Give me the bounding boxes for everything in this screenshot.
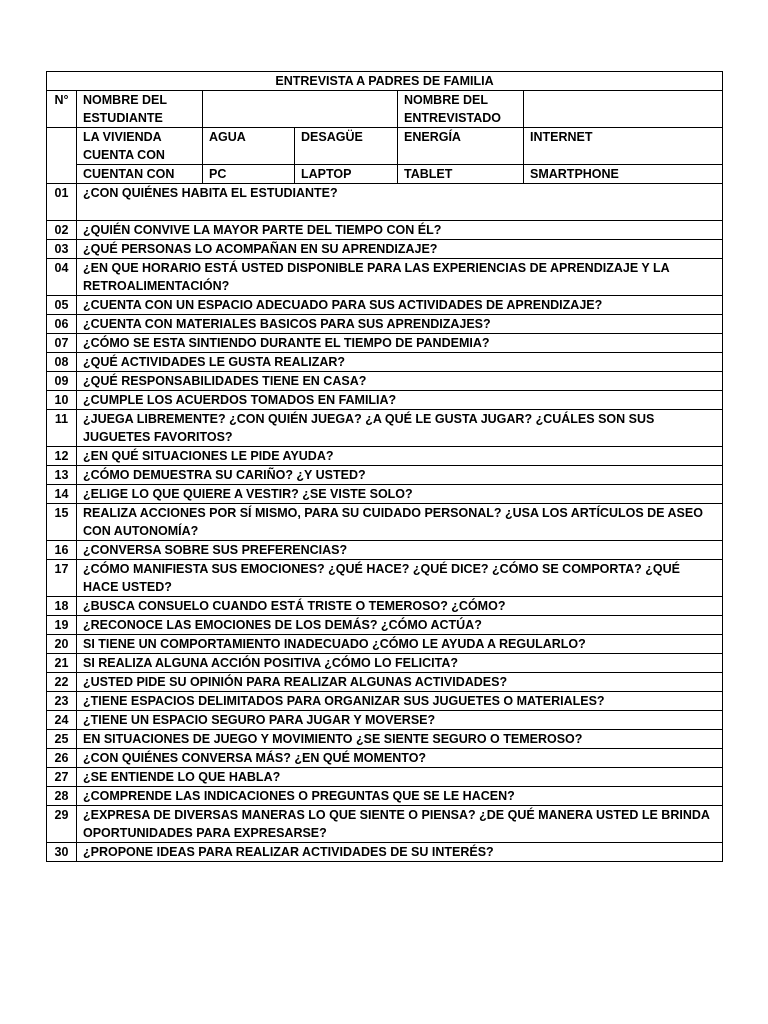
question-row bbox=[47, 315, 723, 334]
question-number: 05 bbox=[47, 296, 77, 315]
question-number: 25 bbox=[47, 730, 77, 749]
question-text: ¿QUÉ ACTIVIDADES LE GUSTA REALIZAR? bbox=[77, 353, 723, 372]
question-row bbox=[47, 597, 723, 616]
question-number: 08 bbox=[47, 353, 77, 372]
question-number: 09 bbox=[47, 372, 77, 391]
devices-label: CUENTAN CON bbox=[77, 165, 203, 184]
question-number: 12 bbox=[47, 447, 77, 466]
question-row bbox=[47, 654, 723, 673]
student-name-field[interactable] bbox=[203, 91, 398, 128]
question-row bbox=[47, 334, 723, 353]
housing-energy: ENERGÍA bbox=[398, 128, 524, 165]
question-text: ¿ELIGE LO QUE QUIERE A VESTIR? ¿SE VISTE SOLO? bbox=[77, 485, 723, 504]
question-number: 22 bbox=[47, 673, 77, 692]
question-text: ¿BUSCA CONSUELO CUANDO ESTÁ TRISTE O TEMEROSO? ¿CÓMO? bbox=[77, 597, 723, 616]
names-row bbox=[47, 91, 723, 128]
question-row bbox=[47, 616, 723, 635]
housing-internet: INTERNET bbox=[524, 128, 723, 165]
question-number: 01 bbox=[47, 184, 77, 221]
question-number: 20 bbox=[47, 635, 77, 654]
housing-sewage: DESAGÜE bbox=[295, 128, 398, 165]
device-pc: PC bbox=[203, 165, 295, 184]
question-number: 17 bbox=[47, 560, 77, 597]
device-tablet: TABLET bbox=[398, 165, 524, 184]
question-text: ¿CUMPLE LOS ACUERDOS TOMADOS EN FAMILIA? bbox=[77, 391, 723, 410]
question-number: 10 bbox=[47, 391, 77, 410]
question-row bbox=[47, 806, 723, 843]
question-row bbox=[47, 541, 723, 560]
question-text: ¿CON QUIÉNES CONVERSA MÁS? ¿EN QUÉ MOMENTO? bbox=[77, 749, 723, 768]
question-row bbox=[47, 353, 723, 372]
device-smartphone: SMARTPHONE bbox=[524, 165, 723, 184]
header-spacer-cell bbox=[47, 128, 77, 184]
question-row bbox=[47, 447, 723, 466]
housing-label: LA VIVIENDA CUENTA CON bbox=[77, 128, 203, 165]
question-text: ¿EN QUE HORARIO ESTÁ USTED DISPONIBLE PARA LAS EXPERIENCIAS DE APRENDIZAJE Y LA RETROALIMENTACIÓN? bbox=[77, 259, 723, 296]
device-laptop: LAPTOP bbox=[295, 165, 398, 184]
question-text: ¿SE ENTIENDE LO QUE HABLA? bbox=[77, 768, 723, 787]
question-text: ¿QUÉ RESPONSABILIDADES TIENE EN CASA? bbox=[77, 372, 723, 391]
question-row bbox=[47, 768, 723, 787]
question-number: 29 bbox=[47, 806, 77, 843]
question-row bbox=[47, 635, 723, 654]
question-row bbox=[47, 296, 723, 315]
question-text: ¿PROPONE IDEAS PARA REALIZAR ACTIVIDADES DE SU INTERÉS? bbox=[77, 843, 723, 862]
question-number: 04 bbox=[47, 259, 77, 296]
question-text: ¿EN QUÉ SITUACIONES LE PIDE AYUDA? bbox=[77, 447, 723, 466]
question-number: 21 bbox=[47, 654, 77, 673]
question-row bbox=[47, 466, 723, 485]
question-number: 03 bbox=[47, 240, 77, 259]
question-text: ¿CUENTA CON UN ESPACIO ADECUADO PARA SUS ACTIVIDADES DE APRENDIZAJE? bbox=[77, 296, 723, 315]
question-row bbox=[47, 673, 723, 692]
question-text: ¿QUÉ PERSONAS LO ACOMPAÑAN EN SU APRENDIZAJE? bbox=[77, 240, 723, 259]
question-number: 30 bbox=[47, 843, 77, 862]
question-row bbox=[47, 749, 723, 768]
question-number: 18 bbox=[47, 597, 77, 616]
question-text: ¿QUIÉN CONVIVE LA MAYOR PARTE DEL TIEMPO CON ÉL? bbox=[77, 221, 723, 240]
question-row bbox=[47, 560, 723, 597]
question-row bbox=[47, 240, 723, 259]
housing-water: AGUA bbox=[203, 128, 295, 165]
question-text: ¿JUEGA LIBREMENTE? ¿CON QUIÉN JUEGA? ¿A QUÉ LE GUSTA JUGAR? ¿CUÁLES SON SUS JUGUETES FAVORITOS? bbox=[77, 410, 723, 447]
question-text: ¿CÓMO SE ESTA SINTIENDO DURANTE EL TIEMPO DE PANDEMIA? bbox=[77, 334, 723, 353]
question-number: 28 bbox=[47, 787, 77, 806]
question-row bbox=[47, 711, 723, 730]
interviewee-name-field[interactable] bbox=[524, 91, 723, 128]
question-row bbox=[47, 787, 723, 806]
interviewee-name-label: NOMBRE DEL ENTREVISTADO bbox=[398, 91, 524, 128]
question-number: 27 bbox=[47, 768, 77, 787]
question-number: 26 bbox=[47, 749, 77, 768]
question-row bbox=[47, 410, 723, 447]
question-row bbox=[47, 843, 723, 862]
question-row bbox=[47, 730, 723, 749]
question-row bbox=[47, 391, 723, 410]
question-number: 14 bbox=[47, 485, 77, 504]
question-row bbox=[47, 372, 723, 391]
question-text: ¿CÓMO MANIFIESTA SUS EMOCIONES? ¿QUÉ HACE? ¿QUÉ DICE? ¿CÓMO SE COMPORTA? ¿QUÉ HACE USTED? bbox=[77, 560, 723, 597]
question-number: 11 bbox=[47, 410, 77, 447]
form-title: ENTREVISTA A PADRES DE FAMILIA bbox=[47, 72, 723, 91]
question-number: 23 bbox=[47, 692, 77, 711]
question-text: ¿COMPRENDE LAS INDICACIONES O PREGUNTAS QUE SE LE HACEN? bbox=[77, 787, 723, 806]
question-text: REALIZA ACCIONES POR SÍ MISMO, PARA SU CUIDADO PERSONAL? ¿USA LOS ARTÍCULOS DE ASEO CON AUTONOMÍA? bbox=[77, 504, 723, 541]
question-text: ¿USTED PIDE SU OPINIÓN PARA REALIZAR ALGUNAS ACTIVIDADES? bbox=[77, 673, 723, 692]
question-text: ¿CONVERSA SOBRE SUS PREFERENCIAS? bbox=[77, 541, 723, 560]
devices-row bbox=[47, 165, 723, 184]
question-number: 16 bbox=[47, 541, 77, 560]
question-number: 13 bbox=[47, 466, 77, 485]
question-row bbox=[47, 259, 723, 296]
question-text: ¿TIENE ESPACIOS DELIMITADOS PARA ORGANIZAR SUS JUGUETES O MATERIALES? bbox=[77, 692, 723, 711]
question-text: SI TIENE UN COMPORTAMIENTO INADECUADO ¿CÓMO LE AYUDA A REGULARLO? bbox=[77, 635, 723, 654]
question-row bbox=[47, 692, 723, 711]
student-name-label: NOMBRE DEL ESTUDIANTE bbox=[77, 91, 203, 128]
question-text: ¿RECONOCE LAS EMOCIONES DE LOS DEMÁS? ¿CÓMO ACTÚA? bbox=[77, 616, 723, 635]
question-text: SI REALIZA ALGUNA ACCIÓN POSITIVA ¿CÓMO LO FELICITA? bbox=[77, 654, 723, 673]
question-number: 02 bbox=[47, 221, 77, 240]
question-row bbox=[47, 504, 723, 541]
question-row bbox=[47, 221, 723, 240]
question-number: 24 bbox=[47, 711, 77, 730]
title-row bbox=[47, 72, 723, 91]
question-text: ¿CÓMO DEMUESTRA SU CARIÑO? ¿Y USTED? bbox=[77, 466, 723, 485]
question-number: 19 bbox=[47, 616, 77, 635]
housing-row bbox=[47, 128, 723, 165]
interview-form-table bbox=[46, 71, 723, 862]
question-text: ¿EXPRESA DE DIVERSAS MANERAS LO QUE SIENTE O PIENSA? ¿DE QUÉ MANERA USTED LE BRINDA OPORTUNIDADES PARA EXPRESARSE? bbox=[77, 806, 723, 843]
question-text: EN SITUACIONES DE JUEGO Y MOVIMIENTO ¿SE SIENTE SEGURO O TEMEROSO? bbox=[77, 730, 723, 749]
question-row bbox=[47, 184, 723, 221]
question-row bbox=[47, 485, 723, 504]
question-text: ¿CUENTA CON MATERIALES BASICOS PARA SUS APRENDIZAJES? bbox=[77, 315, 723, 334]
question-text: ¿CON QUIÉNES HABITA EL ESTUDIANTE? bbox=[77, 184, 723, 221]
question-text: ¿TIENE UN ESPACIO SEGURO PARA JUGAR Y MOVERSE? bbox=[77, 711, 723, 730]
number-header: N° bbox=[47, 91, 77, 128]
question-number: 07 bbox=[47, 334, 77, 353]
question-number: 15 bbox=[47, 504, 77, 541]
question-number: 06 bbox=[47, 315, 77, 334]
